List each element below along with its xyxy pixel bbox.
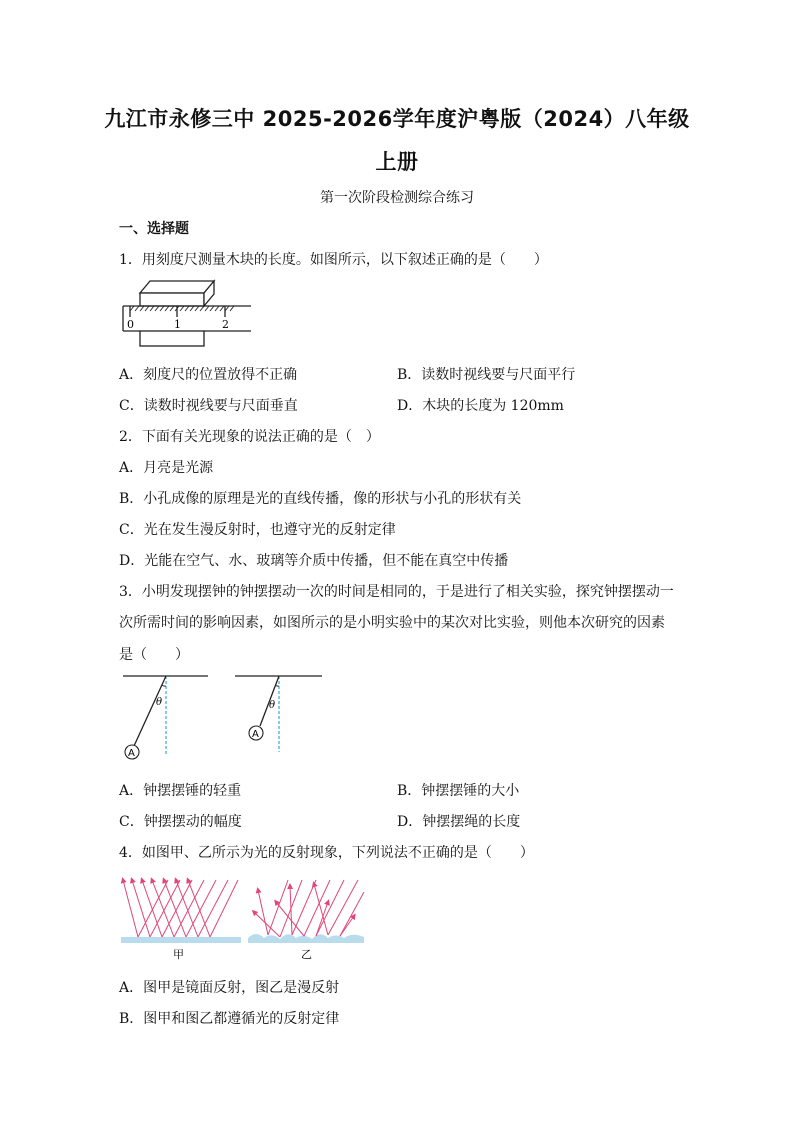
question-3-option-c: C．钟摆摆动的幅度 [119, 814, 242, 830]
ruler-tick-0: 0 [127, 318, 134, 331]
right-figure-label: 乙 [301, 948, 312, 961]
ruler-tick-2: 2 [222, 318, 229, 331]
question-1-option-c: C．读数时视线要与尺面垂直 [119, 398, 298, 414]
question-2-stem: 2．下面有关光现象的说法正确的是（ ） [119, 429, 380, 445]
section-heading: 一、选择题 [119, 221, 189, 237]
right-bob-label: A [252, 729, 259, 740]
ruler-figure [118, 277, 258, 352]
question-1-option-d: D．木块的长度为 120mm [397, 398, 564, 414]
question-3-stem-line1: 3．小明发现摆钟的钟摆摆动一次的时间是相同的，于是进行了相关实验，探究钟摆摆动一 [119, 584, 674, 600]
question-2-option-c: C．光在发生漫反射时，也遵守光的反射定律 [119, 522, 396, 538]
left-bob-label: A [128, 748, 135, 759]
right-angle-label: θ [269, 700, 276, 711]
question-1-option-b: B．读数时视线要与尺面平行 [397, 367, 576, 383]
question-3-option-a: A．钟摆摆锤的轻重 [119, 783, 242, 799]
question-3-stem-line2: 次所需时间的影响因素，如图所示的是小明实验中的某次对比实验，则他本次研究的因素 [119, 615, 665, 631]
question-2-option-a: A．月亮是光源 [119, 460, 214, 476]
question-4-stem: 4．如图甲、乙所示为光的反射现象，下列说法不正确的是（ ） [119, 845, 534, 861]
question-3-stem-line3: 是（ ） [119, 647, 189, 663]
document-title-line1: 九江市永修三中 2025-2026学年度沪粤版（2024）八年级 [104, 107, 690, 131]
reflection-figure [118, 872, 368, 964]
left-angle-label: θ [156, 697, 163, 708]
document-title-line2: 上册 [375, 150, 419, 174]
question-1-option-a: A．刻度尺的位置放得不正确 [119, 367, 298, 383]
question-3-option-d: D．钟摆摆绳的长度 [397, 814, 521, 830]
question-4-option-a: A．图甲是镜面反射，图乙是漫反射 [119, 980, 340, 996]
question-1-stem: 1．用刻度尺测量木块的长度。如图所示，以下叙述正确的是（ ） [119, 252, 548, 268]
question-2-option-d: D．光能在空气、水、玻璃等介质中传播，但不能在真空中传播 [119, 553, 509, 569]
left-figure-label: 甲 [173, 948, 184, 961]
ruler-tick-1: 1 [174, 318, 181, 331]
pendulum-figure [118, 672, 328, 767]
question-2-option-b: B．小孔成像的原理是光的直线传播，像的形状与小孔的形状有关 [119, 491, 522, 507]
question-3-option-b: B．钟摆摆锤的大小 [397, 783, 520, 799]
document-subtitle: 第一次阶段检测综合练习 [320, 190, 474, 206]
question-4-option-b: B．图甲和图乙都遵循光的反射定律 [119, 1011, 340, 1027]
